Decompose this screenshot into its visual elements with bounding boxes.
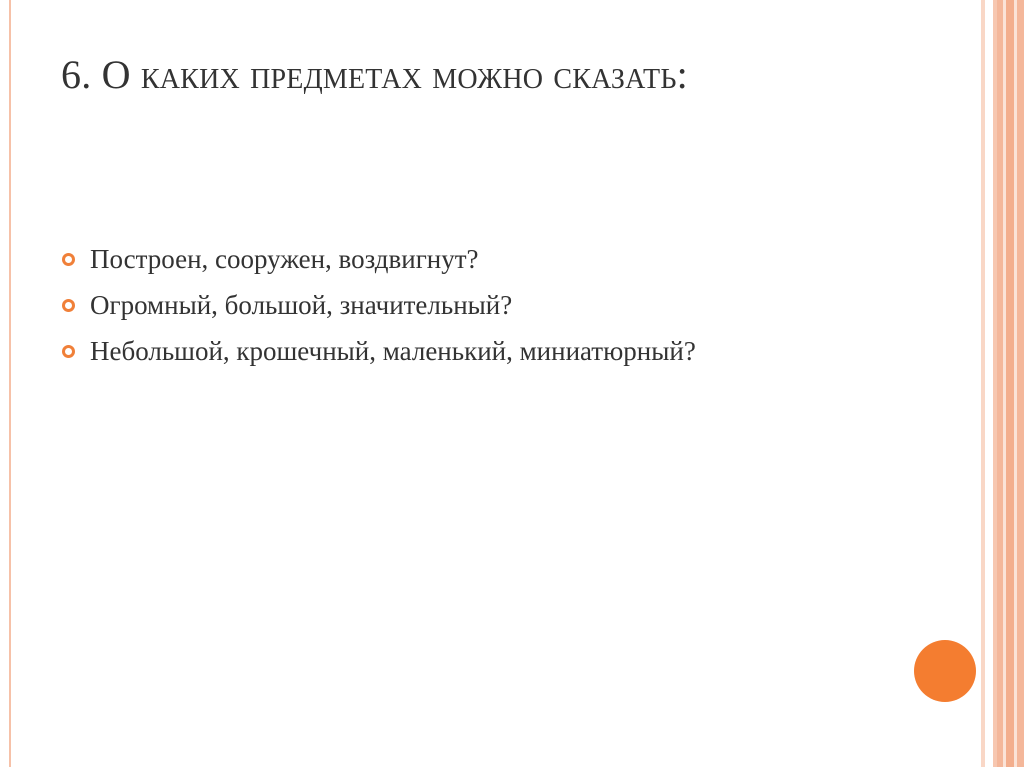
right-stripe <box>1017 0 1024 767</box>
bullet-text: Построен, сооружен, воздвигнут? <box>90 243 479 274</box>
slide-title-text: каких предметах можно сказать: <box>140 52 688 97</box>
orange-circle-icon <box>914 640 976 702</box>
ring-bullet-icon <box>62 253 75 266</box>
bullet-text: Небольшой, крошечный, маленький, миниатюрный? <box>90 335 696 366</box>
slide-title-number: 6. О <box>61 52 131 97</box>
ring-bullet-icon <box>62 299 75 312</box>
right-stripe <box>985 0 993 767</box>
ring-bullet-icon <box>62 345 75 358</box>
bullet-list <box>62 236 696 374</box>
list-item <box>62 282 696 328</box>
slide-title <box>61 50 688 100</box>
left-border-line <box>9 0 11 767</box>
bullet-text: Огромный, большой, значительный? <box>90 289 513 320</box>
list-item <box>62 236 696 282</box>
right-stripe <box>1006 0 1014 767</box>
list-item <box>62 328 696 374</box>
